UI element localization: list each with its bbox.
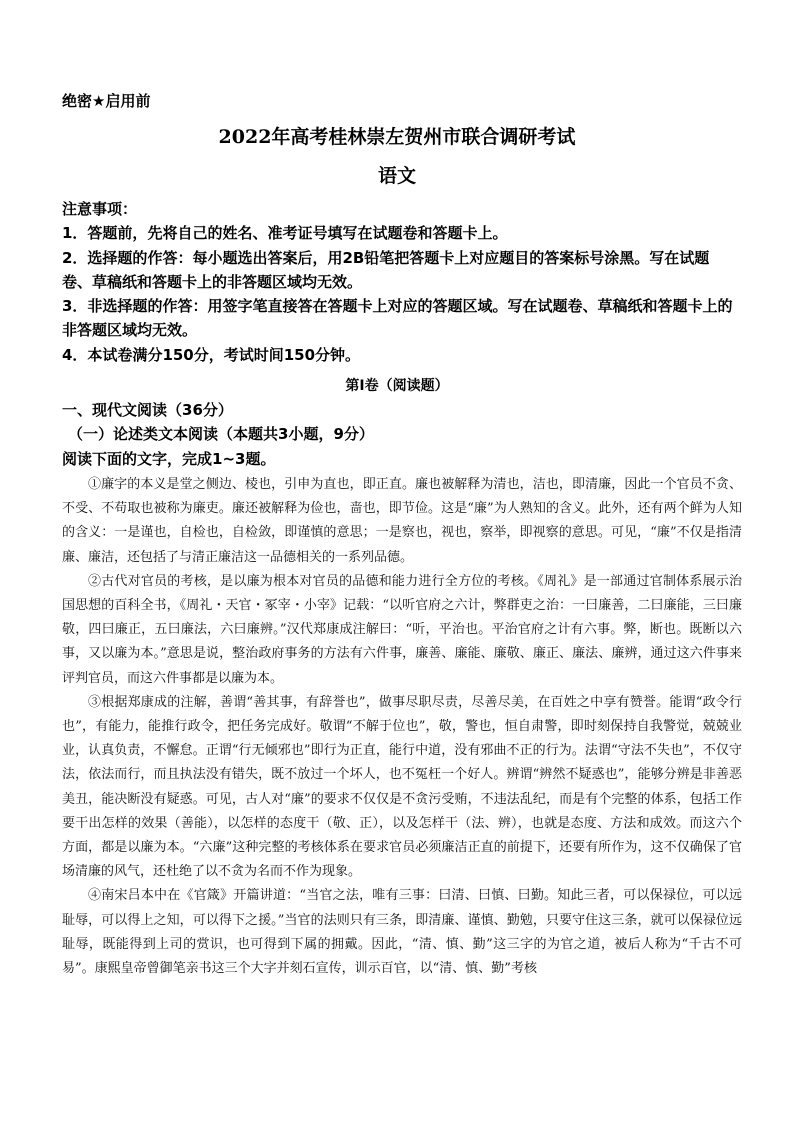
reading-instruction: 阅读下面的文字，完成1~3题。 bbox=[62, 450, 276, 468]
exam-title: 2022年高考桂林崇左贺州市联合调研考试 bbox=[218, 126, 576, 148]
subpart-heading: （一）论述类文本阅读（本题共3小题，9分） bbox=[68, 425, 374, 443]
passage-paragraph: ④南宋吕本中在《官箴》开篇讲道：“当官之法，唯有三事：曰清、曰慎、曰勤。知此三者，可以保禄位，可以远耻辱，可以得上之知，可以得下之援。”当官的法则只有三条，即清廉、谨慎、勤勉，只要守住这三条，就可以保禄位远耻辱，既能得到上司的赏识，也可得到下属的拥戴。因此，“清、慎、勤”这三字的为官之道，被后人称为“千古不可易”。康熙皇帝曾御笔亲书这三个大字并刻石宣传，训示百官，以“清、慎、勤”考核 bbox=[62, 888, 742, 977]
volume-heading: 第Ⅰ卷（阅读题） bbox=[345, 378, 449, 394]
note-item: 2．选择题的作答：每小题选出答案后，用2B铅笔把答题卡上对应题目的答案标号涂黑。写在试题卷、草稿纸和答题卡上的非答题区域均无效。 bbox=[62, 248, 710, 291]
part-heading: 一、现代文阅读（36分） bbox=[62, 401, 233, 419]
confidential-label: 绝密★启用前 bbox=[62, 92, 151, 110]
note-item: 4．本试卷满分150分，考试时间150分钟。 bbox=[62, 345, 361, 364]
reading-passage bbox=[62, 473, 742, 981]
passage-paragraph: ①廉字的本义是堂之侧边、棱也，引申为直也，即正直。廉也被解释为清也，洁也，即清廉，因此一个官员不贪、不受、不苟取也被称为廉吏。廉还被解释为俭也，啬也，即节俭。这是“廉”为人熟知的含义。此外，还有两个鲜为人知的含义：一是谨也，自检也，自检敛，即谨慎的意思；一是察也，视也，察举，即视察的意思。可见，“廉”不仅是指清廉、廉洁，还包括了与清正廉洁这一品德相关的一系列品德。 bbox=[62, 477, 742, 565]
note-item: 3．非选择题的作答：用签字笔直接答在答题卡上对应的答题区域。写在试题卷、草稿纸和答题卡上的非答题区域均无效。 bbox=[62, 297, 733, 340]
passage-paragraph: ③根据郑康成的注解，善谓“善其事，有辞誉也”，做事尽职尽责，尽善尽美，在百姓之中享有赞誉。能谓“政令行也”，有能力，能推行政令，把任务完成好。敬谓“不解于位也”，敬，警也，恒自肃警，即时刻保持自我警觉，兢兢业业，认真负责，不懈怠。正谓“行无倾邪也”即行为正直，能行中道，没有邪曲不正的行为。法谓“守法不失也”，不仅守法，依法而行，而且执法没有错失，既不放过一个坏人，也不冤枉一个好人。辨谓“辨然不疑惑也”，能够分辨是非善恶美丑，能决断没有疑惑。可见，古人对“廉”的要求不仅仅是不贪污受贿，不违法乱纪，而是有个完整的体系，包括工作要干出怎样的效果（善能），以怎样的态度干（敬、正），以及怎样干（法、辨），也就是态度、方法和成效。而这六个方面，都是以廉为本。“六廉”这种完整的考核体系在要求官员必须廉洁正直的前提下，还要有所作为，这不仅确保了官场清廉的风气，还杜绝了以不贪为名而不作为现象。 bbox=[62, 694, 742, 880]
subject-title: 语文 bbox=[377, 165, 416, 187]
passage-paragraph: ②古代对官员的考核，是以廉为根本对官员的品德和能力进行全方位的考核。《周礼》是一部通过官制体系展示治国思想的百科全书，《周礼・天官・冢宰・小宰》记载：“以听官府之六计，弊群吏之治：一曰廉善，二曰廉能，三曰廉敬，四曰廉正，五曰廉法，六曰廉辨。”汉代郑康成注解曰：“听，平治也。平治官府之计有六事。弊，断也。既断以六事，又以廉为本。”意思是说，整治政府事务的方法有六件事，廉善、廉能、廉敬、廉正、廉法、廉辨，通过这六件事来评判官员，而这六件事都是以廉为本。 bbox=[62, 573, 742, 686]
note-item: 1．答题前，先将自己的姓名、准考证号填写在试题卷和答题卡上。 bbox=[62, 224, 508, 243]
notes-heading: 注意事项： bbox=[62, 200, 138, 218]
notes-block bbox=[62, 197, 736, 367]
